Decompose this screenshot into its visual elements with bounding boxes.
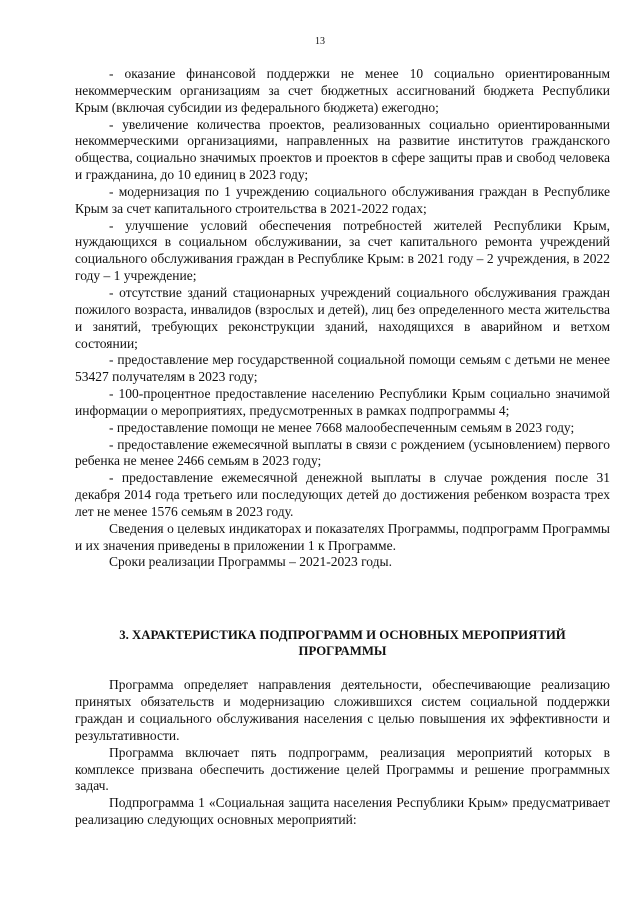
bullet-paragraph: - предоставление мер государственной социальной помощи семьям с детьми не менее 53427 получателям в 2023 году; <box>75 352 610 385</box>
section-heading: 3. ХАРАКТЕРИСТИКА ПОДПРОГРАММ И ОСНОВНЫХ МЕРОПРИЯТИЙ ПРОГРАММЫ <box>119 628 566 659</box>
bullet-paragraph: - предоставление ежемесячной денежной выплаты в случае рождения после 31 декабря 2014 года третьего или последующих детей до достижения ребенком возраста трех лет не менее 1576 семьям в 2023 году. <box>75 470 610 519</box>
body-paragraph: Подпрограмма 1 «Социальная защита населения Республики Крым» предусматривает реализацию следующих основных мероприятий: <box>75 795 610 828</box>
document-body <box>75 66 610 829</box>
bullet-paragraph: - предоставление помощи не менее 7668 малообеспеченным семьям в 2023 году; <box>109 419 575 435</box>
bullet-paragraph: - отсутствие зданий стационарных учреждений социального обслуживания граждан пожилого возраста, инвалидов (взрослых и детей), лиц без определенного места жительства и занятий, требующих реконструкции зданий, находящихся в аварийном и ветхом состоянии; <box>75 284 610 351</box>
body-paragraph: Сроки реализации Программы – 2021-2023 годы. <box>109 554 392 570</box>
bullet-paragraph: - предоставление ежемесячной выплаты в связи с рождением (усыновлением) первого ребенка не менее 2466 семьям в 2023 году; <box>75 436 610 469</box>
bullet-paragraph: - увеличение количества проектов, реализованных социально ориентированными некоммерческими организациями, направленных на развитие институтов гражданского общества, социально значимых проектов и проектов в сфере защиты прав и свобод человека и гражданина, до 10 единиц в 2023 году; <box>75 116 610 183</box>
bullet-paragraph: - улучшение условий обеспечения потребностей жителей Республики Крым, нуждающихся в социальном обслуживании, за счет капитального ремонта учреждений социального обслуживания граждан в Республике Крым: в 2021 году – 2 учреждения, в 2022 году – 1 учреждение; <box>75 217 610 284</box>
bullet-paragraph: - оказание финансовой поддержки не менее 10 социально ориентированным некоммерческим организациям за счет бюджетных ассигнований бюджета Республики Крым (включая субсидии из федерального бюджета) ежегодно; <box>75 66 610 115</box>
body-paragraph: Сведения о целевых индикаторах и показателях Программы, подпрограмм Программы и их значения приведены в приложении 1 к Программе. <box>75 520 610 553</box>
body-paragraph: Программа определяет направления деятельности, обеспечивающие реализацию принятых обязательств и модернизацию сложившихся систем социальной поддержки граждан и социального обслуживания населения с целью повышения их эффективности и результативности. <box>75 677 610 743</box>
bullet-paragraph: - 100-процентное предоставление населению Республики Крым социально значимой информации о мероприятиях, предусмотренных в рамках подпрограммы 4; <box>75 386 610 418</box>
page-number: 13 <box>315 36 325 47</box>
body-paragraph: Программа включает пять подпрограмм, реализация мероприятий которых в комплексе призвана обеспечить достижение целей Программы и решение программных задач. <box>75 744 610 794</box>
bullet-paragraph: - модернизация по 1 учреждению социального обслуживания граждан в Республике Крым за счет капитального строительства в 2021-2022 годах; <box>75 183 610 216</box>
